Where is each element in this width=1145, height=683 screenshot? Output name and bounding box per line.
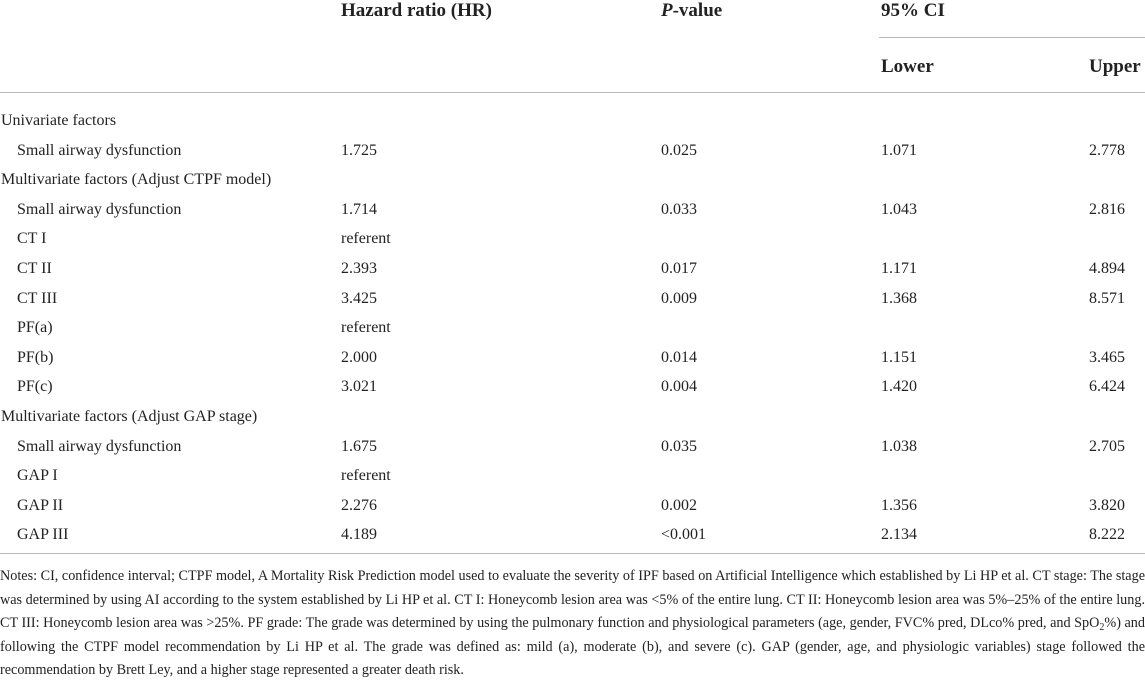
row-label: GAP I xyxy=(17,467,58,484)
p-value-cell: 0.025 xyxy=(661,142,697,159)
hazard-ratio-cell: 3.021 xyxy=(341,378,377,395)
ci-lower-cell: 1.043 xyxy=(881,201,917,218)
ci-upper-cell: 4.894 xyxy=(1089,260,1125,277)
hazard-ratio-cell: 1.675 xyxy=(341,438,377,455)
header-hazard-ratio: Hazard ratio (HR) xyxy=(341,0,492,21)
ci-upper-cell: 8.571 xyxy=(1089,290,1125,307)
row-label: PF(c) xyxy=(17,378,53,395)
notes-text-end: %) and following the CTPF model recommendation by Li HP et al. The grade was defined as: mild (a), moderate (b), and severe (c). GAP (gender, age, and physiologic variables) stage followed the recommendation by Brett Ley, and a higher stage represented a greater death risk. xyxy=(0,615,1145,679)
ci-lower-cell: 2.134 xyxy=(881,526,917,543)
ci-upper-cell: 3.820 xyxy=(1089,497,1125,514)
ci-upper-cell: 2.816 xyxy=(1089,201,1125,218)
row-label: Small airway dysfunction xyxy=(17,201,182,218)
ci-lower-cell: 1.356 xyxy=(881,497,917,514)
row-label: Small airway dysfunction xyxy=(17,142,182,159)
header-rule xyxy=(0,92,1145,93)
hazard-ratio-cell: referent xyxy=(341,467,391,484)
header-p-value-italic: P xyxy=(661,0,673,21)
hazard-ratio-cell: 2.393 xyxy=(341,260,377,277)
hazard-ratio-cell: 2.000 xyxy=(341,349,377,366)
p-value-cell: 0.035 xyxy=(661,438,697,455)
ci-upper-cell: 3.465 xyxy=(1089,349,1125,366)
notes-subscript: 2 xyxy=(1099,622,1105,634)
row-label: CT III xyxy=(17,290,58,307)
table-bottom-rule xyxy=(0,553,1145,554)
ci-lower-cell: 1.151 xyxy=(881,349,917,366)
section-label: Univariate factors xyxy=(1,112,117,129)
p-value-cell: 0.014 xyxy=(661,349,697,366)
header-upper: Upper xyxy=(1089,56,1141,77)
hazard-ratio-cell: 1.725 xyxy=(341,142,377,159)
p-value-cell: 0.004 xyxy=(661,378,697,395)
row-label: PF(b) xyxy=(17,349,54,366)
p-value-cell: 0.009 xyxy=(661,290,697,307)
hazard-ratio-cell: 1.714 xyxy=(341,201,377,218)
p-value-cell: <0.001 xyxy=(661,526,707,543)
ci-upper-cell: 2.778 xyxy=(1089,142,1125,159)
notes-text: Notes: CI, confidence interval; CTPF model, A Mortality Risk Prediction model used to evaluate the severity of IPF based on Artificial Intelligence which established by Li HP et al. CT stage: The stage was determined by using AI according to the system established by Li HP et al. CT I: Honeycomb lesion area was <5% of the entire lung. CT II: Honeycomb lesion area was 5%–25% of the entire lung. CT III: Honeycomb lesion area was >25%. PF grade: The grade was determined by using the pulmonary function and physiological parameters (age, gender, FVC% pred, DLco% pred, and SpO xyxy=(0,568,1145,632)
ci-upper-cell: 6.424 xyxy=(1089,378,1125,395)
row-label: GAP III xyxy=(17,526,69,543)
ci-lower-cell: 1.071 xyxy=(881,142,917,159)
hazard-ratio-cell: 4.189 xyxy=(341,526,377,543)
ci-upper-cell: 8.222 xyxy=(1089,526,1125,543)
row-label: CT II xyxy=(17,260,52,277)
header-p-value xyxy=(661,0,722,22)
hazard-ratio-cell: referent xyxy=(341,230,391,247)
section-label: Multivariate factors (Adjust CTPF model) xyxy=(1,171,272,188)
ci-lower-cell: 1.171 xyxy=(881,260,917,277)
row-label: CT I xyxy=(17,230,47,247)
ci-lower-cell: 1.420 xyxy=(881,378,917,395)
section-label: Multivariate factors (Adjust GAP stage) xyxy=(1,408,258,425)
p-value-cell: 0.033 xyxy=(661,201,697,218)
p-value-cell: 0.002 xyxy=(661,497,697,514)
ci-lower-cell: 1.368 xyxy=(881,290,917,307)
table-notes xyxy=(0,565,1145,683)
p-value-cell: 0.017 xyxy=(661,260,697,277)
ci-underline xyxy=(879,37,1145,38)
ci-upper-cell: 2.705 xyxy=(1089,438,1125,455)
hazard-ratio-cell: 2.276 xyxy=(341,497,377,514)
row-label: GAP II xyxy=(17,497,64,514)
header-p-value-rest: -value xyxy=(672,0,723,21)
header-lower: Lower xyxy=(881,56,934,77)
hazard-ratio-cell: referent xyxy=(341,319,391,336)
row-label: PF(a) xyxy=(17,319,53,336)
row-label: Small airway dysfunction xyxy=(17,438,182,455)
hazard-ratio-cell: 3.425 xyxy=(341,290,377,307)
ci-lower-cell: 1.038 xyxy=(881,438,917,455)
header-ci: 95% CI xyxy=(881,0,945,21)
